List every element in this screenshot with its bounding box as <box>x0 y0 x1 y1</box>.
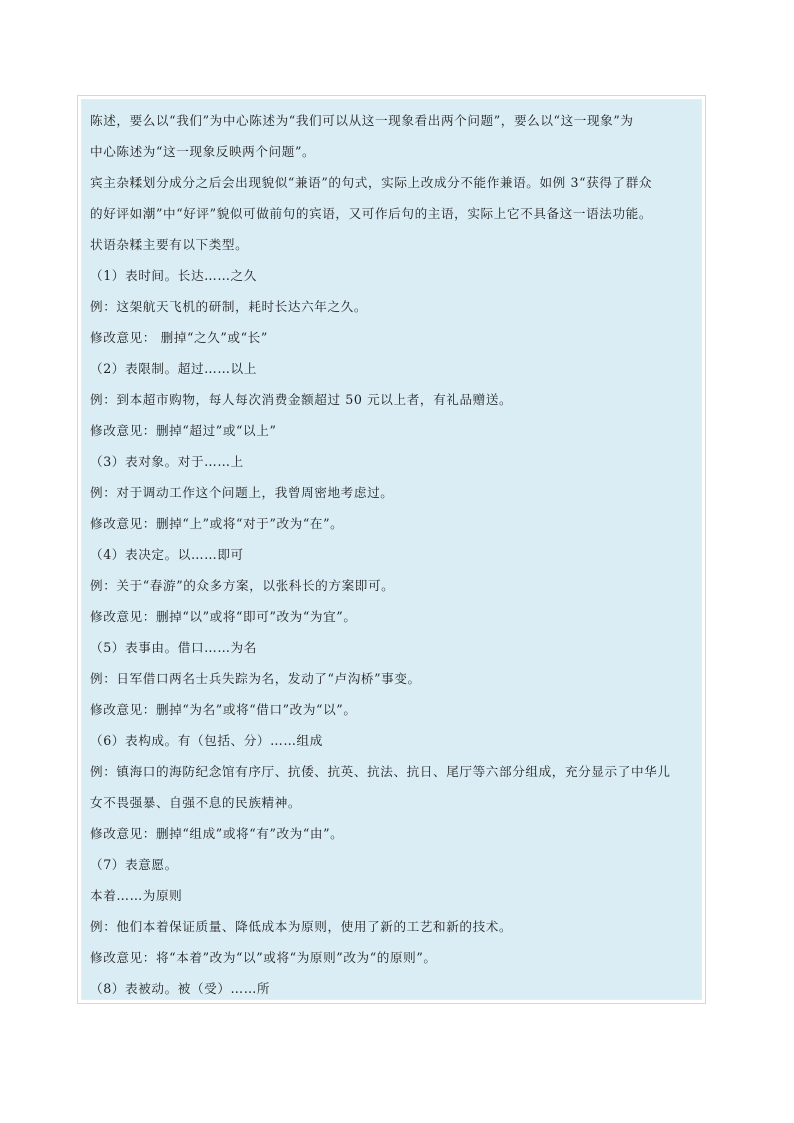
section-heading: （4）表决定。以……即可 <box>90 547 244 562</box>
revision-line: 修改意见：删掉“以”或将“即可”改为“为宜”。 <box>90 609 357 624</box>
section-heading: （1）表时间。长达……之久 <box>90 268 257 283</box>
text-line: 中心陈述为“这一现象反映两个问题”。 <box>90 144 316 159</box>
text-line: 的好评如潮”中“好评”貌似可做前句的宾语，又可作后句的主语，实际上它不具备这一语法功能。 <box>90 206 653 221</box>
example-line-continued: 女不畏强暴、自强不息的民族精神。 <box>90 795 302 810</box>
example-line: 例：到本超市购物，每人每次消费金额超过 50 元以上者，有礼品赠送。 <box>90 392 513 407</box>
revision-line: 修改意见：删掉“超过”或“以上” <box>90 423 277 438</box>
revision-line: 修改意见： 删掉“之久”或“长” <box>90 330 268 345</box>
example-line: 例：这架航天飞机的研制，耗时长达六年之久。 <box>90 299 368 314</box>
shaded-text-panel <box>81 99 702 1000</box>
revision-line: 修改意见：删掉“上”或将“对于”改为“在”。 <box>90 516 344 531</box>
revision-line: 修改意见：删掉“组成”或将“有”改为“由”。 <box>90 826 344 841</box>
section-heading: （2）表限制。超过……以上 <box>90 361 257 376</box>
section-heading: （3）表对象。对于……上 <box>90 454 244 469</box>
example-line: 例：镇海口的海防纪念馆有序厅、抗倭、抗英、抗法、抗日、尾厅等六部分组成，充分显示了中华儿 <box>90 764 671 779</box>
section-heading: （8）表被动。被（受）……所 <box>90 981 271 996</box>
revision-line: 修改意见：将“本着”改为“以”或将“为原则”改为“的原则”。 <box>90 950 437 965</box>
text-line: 状语杂糅主要有以下类型。 <box>90 237 249 252</box>
document-frame <box>77 95 706 1004</box>
pattern-line: 本着……为原则 <box>90 888 183 903</box>
revision-line: 修改意见：删掉“为名”或将“借口”改为“以”。 <box>90 702 357 717</box>
example-line: 例：日军借口两名士兵失踪为名，发动了“卢沟桥”事变。 <box>90 671 421 686</box>
section-heading: （6）表构成。有（包括、分）……组成 <box>90 733 323 748</box>
section-heading: （5）表事由。借口……为名 <box>90 640 257 655</box>
text-line: 陈述，要么以“我们”为中心陈述为“我们可以从这一现象看出两个问题”，要么以“这一现象”为 <box>90 113 634 128</box>
example-line: 例：对于调动工作这个问题上，我曾周密地考虑过。 <box>90 485 394 500</box>
text-line: 宾主杂糅划分成分之后会出现貌似“兼语”的句式，实际上改成分不能作兼语。如例 3“获得了群众 <box>90 175 653 190</box>
example-line: 例：关于“春游”的众多方案，以张科长的方案即可。 <box>90 578 395 593</box>
section-heading: （7）表意愿。 <box>90 857 178 872</box>
document-body <box>90 105 700 1004</box>
example-line: 例：他们本着保证质量、降低成本为原则，使用了新的工艺和新的技术。 <box>90 919 513 934</box>
